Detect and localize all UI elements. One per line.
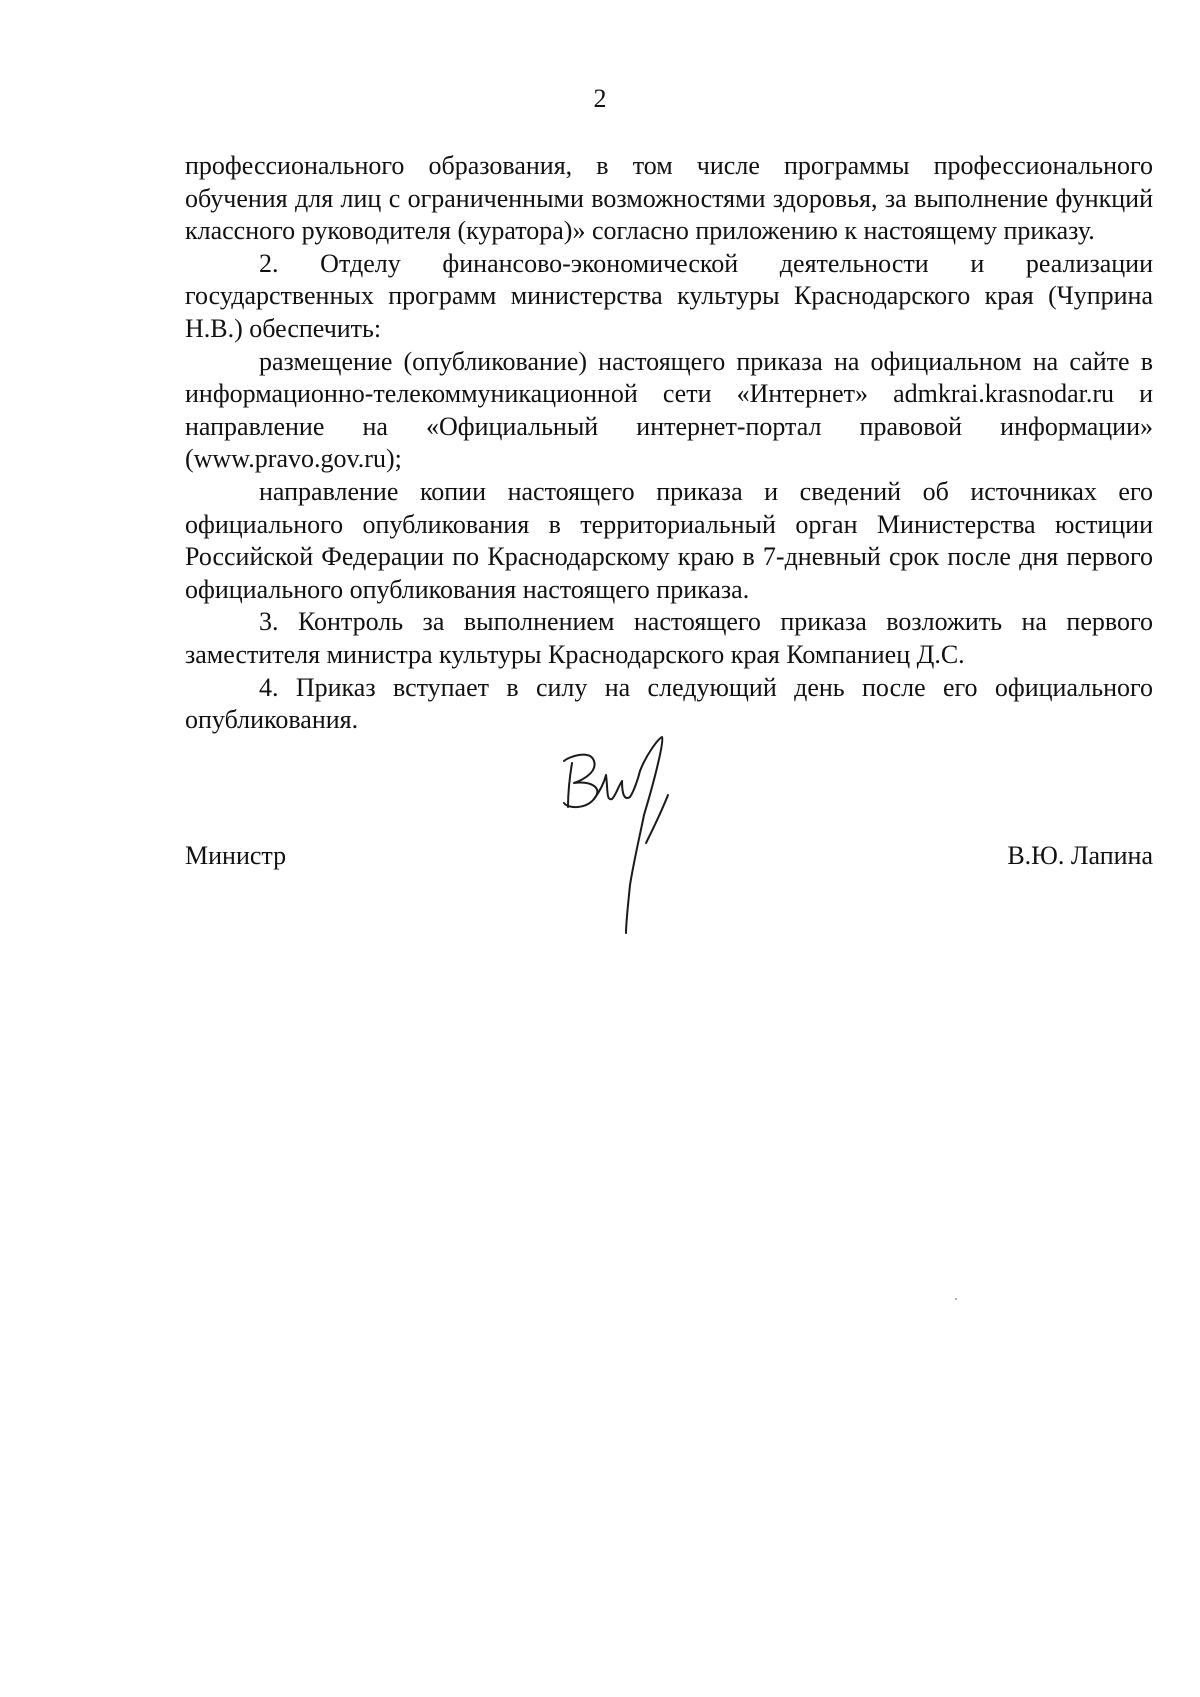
signatory-name: В.Ю. Лапина [1007,841,1153,870]
signature-block [185,840,1153,880]
paragraph-publication: размещение (опубликование) настоящего приказа на официальном на сайте в информационно-телекоммуникационной сети «Интернет» admkrai.krasnodar.ru и направление на «Официальный интернет-портал правовой информации» (www.pravo.gov.ru); [185,346,1153,474]
body-text [185,150,1153,737]
paragraph-continuation: профессионального образования, в том числе программы профессионального обучения для лиц с ограниченными возможностями здоровья, за выполнение функций классного руководителя (куратора)» согласно приложению к настоящему приказу. [185,151,1153,246]
scan-speck [955,1298,957,1300]
paragraph-item-3: 3. Контроль за выполнением настоящего приказа возложить на первого заместителя министра культуры Краснодарского края Компаниец Д.С. [185,607,1153,669]
signatory-title: Министр [185,841,287,870]
paragraph-copy-direction: направление копии настоящего приказа и сведений об источниках его официального опубликования в территориальный орган Министерства юстиции Российской Федерации по Краснодарскому краю в 7-дневный срок после дня первого официального опубликования настоящего приказа. [185,476,1153,604]
paragraph-item-2: 2. Отделу финансово-экономической деятельности и реализации государственных программ министерства культуры Краснодарского края (Чуприна Н.В.) обеспечить: [185,248,1153,343]
handwritten-signature [550,735,700,935]
paragraph-item-4: 4. Приказ вступает в силу на следующий день после его официального опубликования. [185,672,1153,735]
page-number: 2 [593,84,607,113]
